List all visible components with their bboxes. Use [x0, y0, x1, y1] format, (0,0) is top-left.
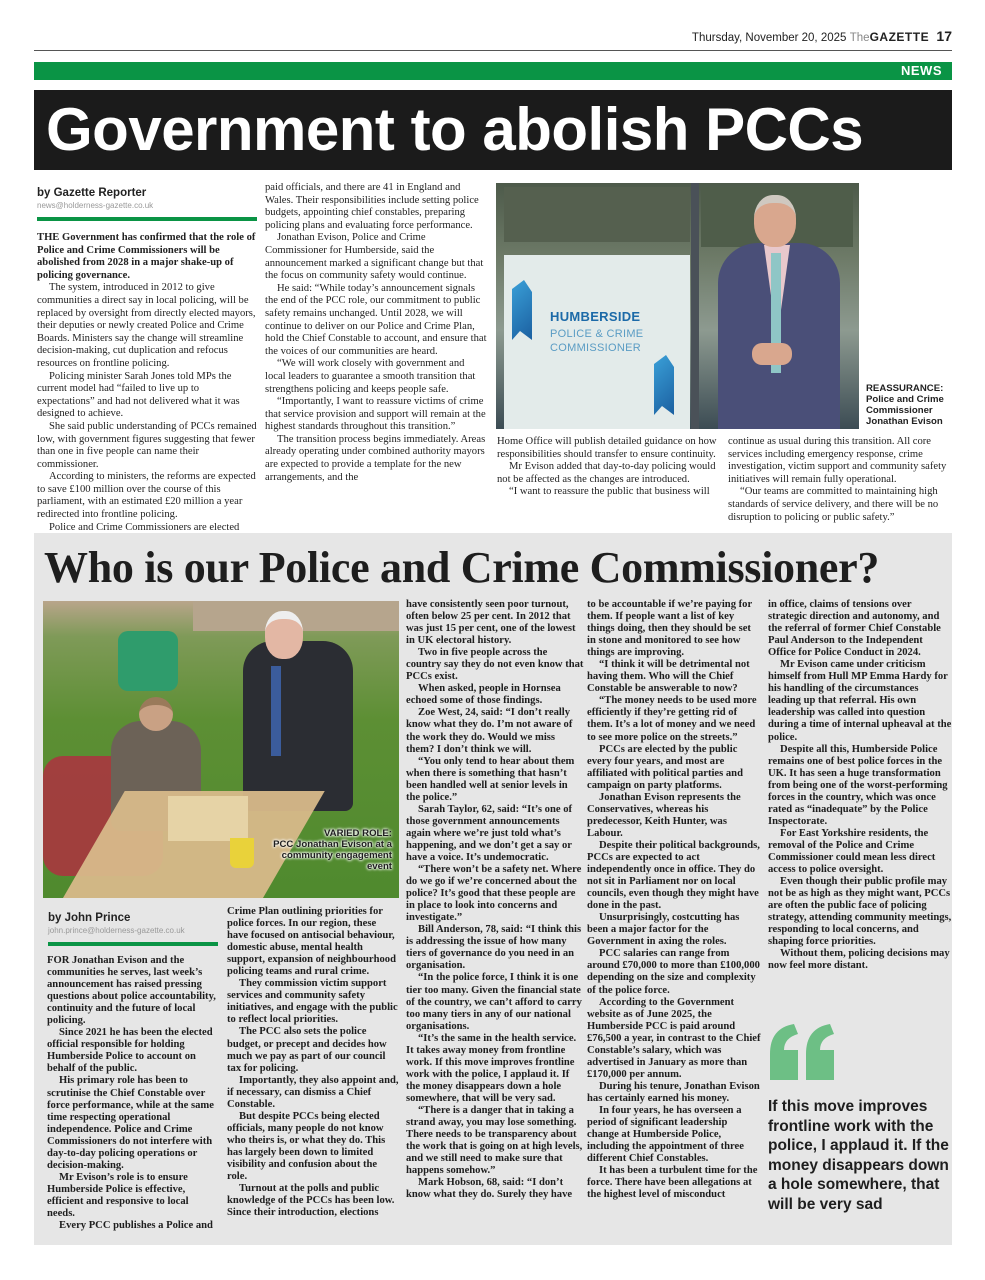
sign-line-2: POLICE & CRIME [550, 328, 644, 340]
article-paragraph: “Importantly, I want to reassure victims of crime that service provision and support will remain at the highest standards throughout this transition.” [265, 396, 486, 433]
article-paragraph: Turnout at the polls and public knowledge of the PCCs has been low. Since their introduction, elections [227, 1183, 395, 1219]
main-column-3 [497, 436, 722, 499]
article-paragraph: Home Office will publish detailed guidance on how responsibilities should transfer to ensure continuity. [497, 436, 717, 460]
feature-column-5 [768, 599, 952, 972]
article-paragraph: “The money needs to be used more efficiently if they’re getting rid of them. It’s a lot of money and we need to see more police on the streets.” [587, 695, 757, 743]
article-paragraph: “There is a danger that in taking a strand away, you may lose something. There needs to be transparency about the work that is going on at high levels, and we still need to make sure that happens somehow.” [406, 1104, 583, 1177]
main-byline [37, 187, 257, 221]
article-paragraph: have consistently seen poor turnout, often below 25 per cent. In 2012 that was just 15 per cent, one of the lowest in UK electoral history. [406, 599, 576, 647]
article-paragraph: He said: “While today’s announcement signals the end of the PCC role, our commitment to public safety remains unchanged. Until 2028, we will continue to deliver on our Police and Crime Plan, hold the Chief Constable to account, and ensure that the voices of our communities are heard. [265, 282, 487, 357]
green-bag [118, 631, 178, 691]
article-paragraph: Mark Hobson, 68, said: “I don’t know what they do. Surely they have [406, 1177, 573, 1201]
section-label-bar: NEWS [34, 62, 952, 80]
article-paragraph: Policing minister Sarah Jones told MPs the current model had “failed to live up to expectations” and had not delivered what it was designed to achieve. [37, 370, 240, 420]
article-paragraph: Since 2021 he has been the elected official responsible for holding Humberside Police to account on behalf of the public. [47, 1027, 213, 1075]
quote-mark-icon [766, 1022, 838, 1082]
main-column-1 [37, 232, 257, 534]
tie [271, 666, 281, 756]
article-paragraph: Every PCC publishes a Police and [59, 1220, 213, 1232]
caption-label: VARIED ROLE: [323, 828, 392, 839]
article-paragraph: Mr Evison added that day-to-day policing would not be affected as the changes are introduced. [497, 461, 716, 485]
feature-byline [48, 912, 218, 946]
article-lead-paragraph: FOR Jonathan Evison and the communities he serves, last week’s announcement has raised pressing questions about police accountability, continuity and the future of local policing. [47, 955, 216, 1027]
article-paragraph: Two in five people across the country say they do not even know that PCCs exist. [406, 647, 584, 683]
article-paragraph: Despite all this, Humberside Police remains one of best police forces in the UK. It has seen a huge transformation from being one of the worst-performing forces in the country, which was once rated as “inadequate” by the Police Inspectorate. [768, 743, 948, 827]
article-paragraph: Zoe West, 24, said: “I don’t really know what they do. I’m not aware of the work they do. Would we miss them? I don’t think we will. [406, 707, 573, 755]
article-paragraph: Bill Anderson, 78, said: “I think this is addressing the issue of how many tiers of governance do you need in an organisation. [406, 924, 582, 972]
article-paragraph: PCCs are elected by the public every four years, and most are affiliated with political parties and campaign on party platforms. [587, 743, 743, 791]
article-paragraph: Importantly, they also appoint and, if necessary, can dismiss a Chief Constable. [227, 1074, 399, 1110]
publication-name: GAZETTE [869, 30, 930, 44]
article-paragraph: It has been a turbulent time for the force. There have been allegations at the highest level of misconduct [587, 1165, 758, 1201]
article-paragraph: Sarah Taylor, 62, said: “It’s one of those government announcements again where we’re just told what’s happening, and we don’t get a say or have a voice. It’s undemocratic. [406, 803, 573, 863]
byline-name: by Gazette Reporter [37, 187, 147, 199]
article-paragraph: Mr Evison’s role is to ensure Humberside Police is effective, efficient and responsive to local needs. [47, 1171, 189, 1219]
main-headline: Government to abolish PCCs [34, 90, 952, 170]
article-paragraph: “We will work closely with government and local leaders to guarantee a smooth transition that strengthens policing and keeps people safe. [265, 358, 476, 395]
article-paragraph: For East Yorkshire residents, the removal of the Police and Crime Commissioner could mean less direct access to police oversight. [768, 827, 936, 876]
article-paragraph: “You only tend to hear about them when there is something that hasn’t been handled well at senior levels in the police.” [406, 755, 575, 803]
article-paragraph: in office, claims of tensions over strategic direction and autonomy, and the referral of former Chief Constable Paul Anderson to the Independent Office for Police Conduct in 2024. [768, 599, 941, 659]
feature-headline: Who is our Police and Crime Commissioner? [44, 543, 880, 592]
article-paragraph: “It’s the same in the health service. It takes away money from frontline work. If this move improves frontline work with the police, I applaud it. If the money disappears down a hole somewhere, that will be very sad. [406, 1032, 577, 1104]
commissioner-photo [496, 183, 859, 429]
wooden-box [168, 796, 248, 841]
article-paragraph: Even though their public profile may not be as high as they might want, PCCs are often the public face of policing strategy, attending community meetings, responding to local concerns, and shaping force priorities. [768, 876, 952, 948]
article-paragraph: “I think it will be detrimental not having them. Who will the Chief Constable be answerable to now? [587, 659, 750, 695]
yellow-bucket [230, 838, 254, 868]
article-paragraph: “There won’t be a safety net. Where do we go if we’re concerned about the police? It’s good that these people are in place to look into concerns and investigate.” [406, 864, 582, 924]
article-paragraph: The PCC also sets the police budget, or precept and decides how much we pay as part of our council tax for policing. [227, 1026, 387, 1074]
article-paragraph: She said public understanding of PCCs remained low, with government figures suggesting that fewer than one in five people can name their commissioner. [37, 420, 257, 470]
article-paragraph: “Our teams are committed to maintaining high standards of service delivery, and there will be no disruption to policing or public safety.” [728, 486, 939, 523]
article-paragraph: “I want to reassure the public that business will [509, 486, 710, 498]
sign-line-3: COMMISSIONER [550, 342, 641, 354]
article-paragraph: Crime Plan outlining priorities for police forces. In our region, these have focused on antisocial behaviour, domestic abuse, mental health support, expansion of neighbourhood policing teams and rural crime. [227, 906, 396, 978]
feature-column-4 [587, 599, 761, 1201]
byline-name: by John Prince [48, 912, 131, 924]
sign-title: HUMBERSIDE [550, 309, 641, 324]
commissioner-head [265, 611, 303, 659]
byline-divider [48, 942, 218, 946]
main-column-4 [728, 436, 952, 524]
article-paragraph: His primary role has been to scrutinise the Chief Constable over force performance, while at the same time respecting operational independence. Police and Crime Commissioners do not interfere with day-to-day policing operations or decision-making. [47, 1075, 214, 1171]
article-paragraph: paid officials, and there are 41 in England and Wales. Their responsibilities include setting police budgets, appointing chief constables, preparing policing plans and evaluating force performance. [265, 182, 479, 231]
article-paragraph: continue as usual during this transition. All core services including emergency response, crime investigation, victim support and community safety initiatives will remain fully operational. [728, 436, 947, 485]
humberside-logo-icon [512, 280, 532, 340]
byline-divider [37, 217, 257, 221]
page-folio [34, 28, 952, 50]
article-paragraph: “In the police force, I think it is one tier too many. Given the financial state of the country, we can’t afford to carry too many tiers in any of our national organisations. [406, 972, 582, 1032]
article-paragraph: Despite their political backgrounds, PCCs are expected to act independently once in office. They do not sit in Parliament nor on local councils, even though they might have done in the past. [587, 839, 760, 912]
page-number: 17 [936, 28, 952, 44]
article-paragraph: to be accountable if we’re paying for them. If people want a list of key things doing, then they should be set in stone and monitored to see how things are improving. [587, 599, 752, 659]
sign-subtitle [550, 327, 643, 355]
main-column-2 [265, 182, 487, 484]
article-paragraph: In four years, he has overseen a period of significant leadership change at Humberside Police, including the appointment of three different Chief Constables. [587, 1104, 744, 1165]
feature-column-1 [47, 955, 219, 1232]
humberside-pcc-sign [504, 255, 690, 429]
commissioner-head [754, 195, 796, 247]
article-paragraph: The transition process begins immediately. Areas already operating under combined authority mayors are expected to provide a template for the new arrangements, and the [265, 433, 486, 483]
caption-text: PCC Jonathan Evison at a community engagement event [273, 839, 392, 872]
folio-divider [34, 50, 952, 51]
photo-caption-varied-role [270, 828, 392, 872]
article-paragraph: They commission victim support services and community safety initiatives, and engage with the public to reflect local priorities. [227, 978, 398, 1026]
caption-text: Police and Crime Commissioner Jonathan Evison [866, 394, 944, 427]
humberside-logo-icon [654, 355, 674, 415]
byline-email[interactable]: john.prince@holderness-gazette.co.uk [48, 926, 185, 935]
article-paragraph: The system, introduced in 2012 to give communities a direct say in local policing, will be replaced by oversight from directly elected mayors, their deputies or newly created Police and Crime Boards. Ministers say the change will streamline decision-making, cut duplication and refocus resources on frontline policing. [37, 282, 256, 369]
window-pane [504, 187, 690, 242]
article-paragraph: Jonathan Evison represents the Conservatives, whereas his predecessor, Keith Hunter, was Labour. [587, 791, 741, 839]
hands [752, 343, 792, 365]
feature-column-3 [406, 599, 584, 1201]
publication-prefix: The [849, 32, 870, 44]
photo-caption-reassurance [866, 383, 956, 427]
commissioner-figure [243, 641, 353, 811]
article-paragraph: Jonathan Evison, Police and Crime Commissioner for Humberside, said the announcement marked a significant change but that the focus on community safety would continue. [265, 232, 484, 282]
pull-quote: If this move improves frontline work with the police, I applaud it. If the money disappears down a hole somewhere, that will be very sad [768, 1098, 949, 1213]
article-paragraph: When asked, people in Hornsea echoed some of those findings. [406, 683, 561, 707]
publication-date: Thursday, November 20, 2025 [691, 32, 847, 44]
article-paragraph: But despite PCCs being elected officials, many people do not know who theirs is, or what they do. This has largely been down to limited visibility and confusion about the role. [227, 1110, 386, 1183]
article-paragraph: During his tenure, Jonathan Evison has certainly earned his money. [587, 1080, 760, 1104]
article-paragraph: Police and Crime Commissioners are elected [49, 521, 240, 533]
caption-label: REASSURANCE: [866, 383, 944, 394]
window-frame [691, 183, 699, 429]
article-paragraph: According to ministers, the reforms are expected to save £100 million over the course of this parliament, with an estimated £20 million a year redirected into frontline policing. [37, 471, 256, 521]
article-paragraph: Without them, policing decisions may now feel more distant. [768, 948, 950, 972]
article-paragraph: According to the Government website as of June 2025, the Humberside PCC is paid around £76,500 a year, in contrast to the Chief Constable’s salary, which was advertised in January as more than £170,000 per annum. [587, 996, 761, 1080]
article-paragraph: Unsurprisingly, costcutting has been a major factor for the Government in axing the roles. [587, 912, 740, 948]
article-paragraph: PCC salaries can range from around £70,000 to more than £100,000 depending on the size and complexity of the police force. [587, 948, 760, 996]
child-head [139, 697, 173, 731]
byline-email[interactable]: news@holderness-gazette.co.uk [37, 201, 154, 210]
article-paragraph: Mr Evison came under criticism himself from Hull MP Emma Hardy for his handling of the circumstances leading up that referral. His own leadership was called into question during a time of internal upheaval at the police. [768, 659, 952, 743]
article-lead-paragraph: THE Government has confirmed that the role of Police and Crime Commissioners will be abolished from 2028 in a major shake-up of policing governance. [37, 232, 256, 281]
feature-column-2 [227, 906, 399, 1219]
